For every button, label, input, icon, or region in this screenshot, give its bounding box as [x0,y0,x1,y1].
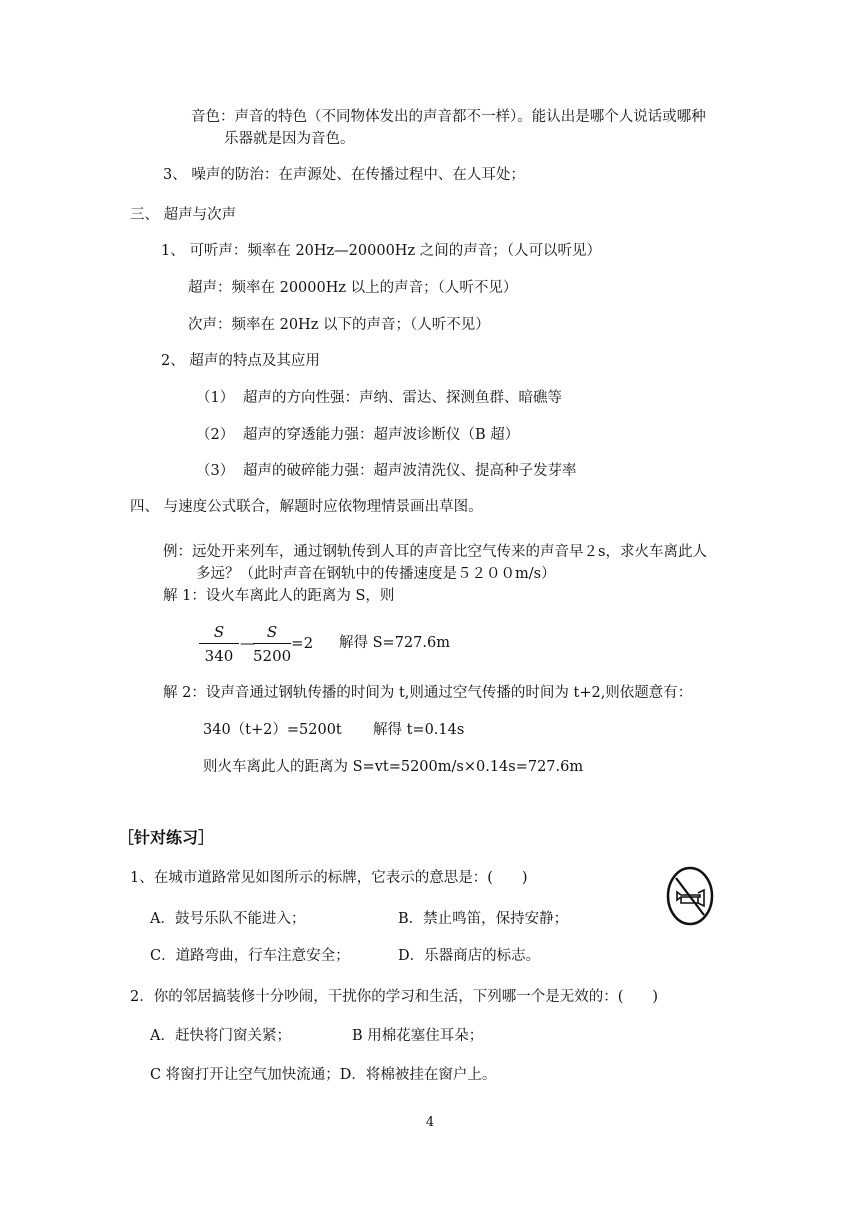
ultrasound-def: 超声：频率在 20000Hz 以上的声音；（人听不见） [188,280,518,296]
noise-control: 3、 噪声的防治：在声源处、在传播过程中、在人耳处； [163,167,525,183]
ultrasound-features: 2、 超声的特点及其应用 [161,353,320,369]
example-line-1: 例：远处开来列车，通过钢轨传到人耳的声音比空气传来的声音早２s，求火车离此人 [163,544,707,560]
solution-2-result: 解得 t=0.14s [373,722,465,738]
solution-2-intro: 解 2：设声音通过钢轨传播的时间为 t,则通过空气传播的时间为 t+2,则依题意有： [163,685,693,701]
question-1-option-b: B．禁止鸣笛，保持安静； [398,911,569,927]
section-3-heading: 三、 超声与次声 [130,207,237,223]
section-4-heading: 四、 与速度公式联合，解题时应依物理情景画出草图。 [130,499,483,515]
feature-1-number: （1） [196,390,235,406]
fraction-2-bar [253,643,291,644]
timbre-line-1: 音色：声音的特色（不同物体发出的声音都不一样）。能认出是哪个人说话或哪种 [191,109,706,125]
question-2-option-b: B 用棉花塞住耳朵； [352,1028,484,1044]
feature-3: 超声的破碎能力强：超声波清洗仪、提高种子发芽率 [243,463,577,479]
feature-3-number: （3） [196,463,235,479]
timbre-line-2: 乐器就是因为音色。 [224,131,355,147]
fraction-2 [253,622,291,666]
question-1-option-c: C．道路弯曲，行车注意安全； [150,948,350,964]
solution-1-result: 解得 S=727.6m [339,635,450,651]
feature-1: 超声的方向性强：声纳、雷达、探测鱼群、暗礁等 [243,390,562,406]
question-1-option-d: D．乐器商店的标志。 [398,948,541,964]
question-1-option-a: A．鼓号乐队不能进入； [150,911,306,927]
page-number: 4 [425,1115,435,1130]
solution-2-equation: 340（t+2）=5200t [203,722,342,738]
question-1: 1、在城市道路常见如图所示的标牌，它表示的意思是：( ) [130,870,528,886]
infrasound-def: 次声：频率在 20Hz 以下的声音；（人听不见） [188,317,490,333]
solution-2-distance: 则火车离此人的距离为 S=vt=5200m/s×0.14s=727.6m [203,759,584,775]
fraction-2-denominator: 5200 [253,647,292,665]
formula-minus: — [240,634,255,652]
feature-2: 超声的穿透能力强：超声波诊断仪（B 超） [243,427,520,443]
fraction-1-bar [199,643,239,644]
fraction-1-numerator: S [213,623,225,641]
formula-rhs: =2 [291,634,314,652]
question-2-options-c-d: C 将窗打开让空气加快流通；D．将棉被挂在窗户上。 [150,1067,497,1083]
feature-2-number: （2） [196,427,235,443]
fraction-1 [199,622,239,666]
fraction-1-denominator: 340 [204,647,234,665]
audible-sound: 1、 可听声：频率在 20Hz—20000Hz 之间的声音；（人可以听见） [161,243,601,259]
fraction-2-numerator: S [266,623,278,641]
no-horn-sign-icon [666,866,714,926]
question-2: 2．你的邻居搞装修十分吵闹，干扰你的学习和生活，下列哪一个是无效的：( ) [130,989,659,1005]
solution-1-intro: 解 1：设火车离此人的距离为 S，则 [163,588,395,604]
question-2-option-a: A．赶快将门窗关紧； [150,1028,291,1044]
practice-heading: ［针对练习］ [118,828,215,847]
example-line-2: 多远？（此时声音在钢轨中的传播速度是５２００m/s） [196,566,556,582]
